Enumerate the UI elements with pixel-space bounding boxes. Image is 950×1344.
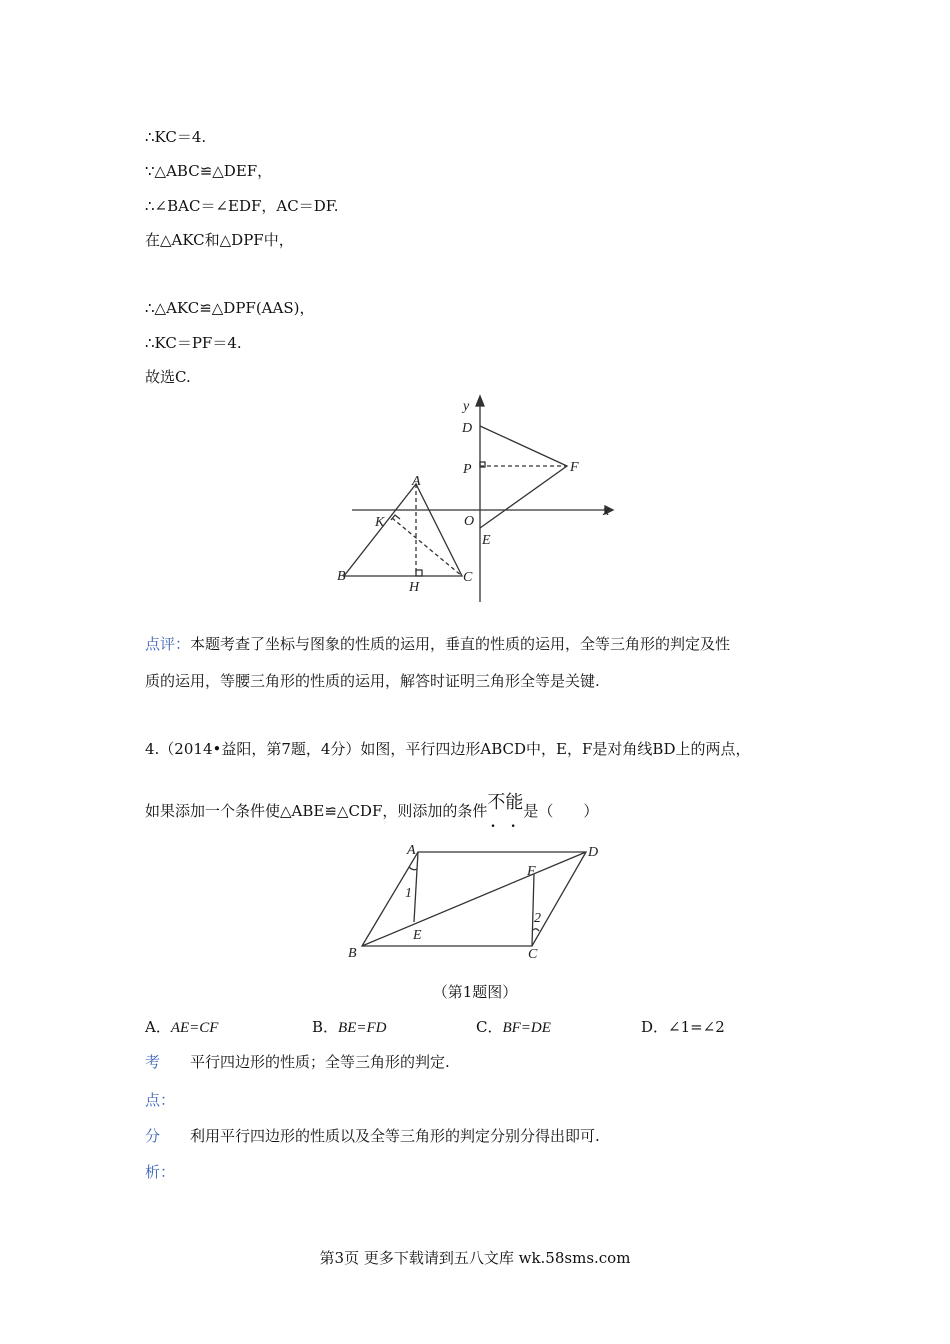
- dian-label: 点：: [145, 1091, 176, 1109]
- question-4-line-2: [145, 792, 599, 821]
- kao-text: 平行四边形的性质；全等三角形的判定.: [190, 1053, 450, 1071]
- proof-line-4: 在△AKC和△DPF中，: [145, 231, 294, 249]
- option-d[interactable]: [641, 1016, 725, 1037]
- parallelogram-figure: [340, 840, 610, 965]
- option-a-text: AE=CF: [170, 1020, 219, 1036]
- option-d-text: ∠1=∠2: [668, 1018, 725, 1036]
- label-1: 1: [405, 886, 412, 901]
- option-c-text: BF=DE: [502, 1020, 551, 1036]
- comment-line-1: [145, 634, 730, 654]
- label-K: K: [375, 515, 385, 530]
- proof-line-5: ∴△AKC≌△DPF(AAS)，: [145, 299, 315, 317]
- xi-label: 析：: [145, 1163, 176, 1181]
- label-B: B: [348, 946, 357, 961]
- label-O: O: [464, 514, 475, 529]
- label-D: D: [462, 421, 473, 436]
- label-A: A: [407, 843, 416, 858]
- fen-text: 利用平行四边形的性质以及全等三角形的判定分别分得出即可.: [190, 1127, 600, 1145]
- fen-label: 分: [145, 1127, 161, 1145]
- label-C: C: [528, 947, 538, 962]
- proof-line-6: ∴KC＝PF＝4.: [145, 334, 242, 352]
- option-a-label: A．: [145, 1018, 171, 1036]
- option-a[interactable]: [145, 1016, 218, 1037]
- label-x: x: [603, 504, 610, 519]
- proof-line-1: ∴KC＝4.: [145, 128, 207, 146]
- label-C: C: [463, 570, 473, 585]
- label-D: D: [588, 845, 599, 860]
- proof-line-7: 故选C.: [145, 368, 191, 386]
- proof-line-2: ∵△ABC≌△DEF，: [145, 162, 273, 180]
- proof-line-3: ∴∠BAC＝∠EDF，AC＝DF.: [145, 197, 339, 215]
- question-4-text-b: 是（ ）: [523, 802, 599, 820]
- label-A: A: [412, 474, 421, 489]
- option-b-label: B．: [312, 1018, 339, 1036]
- comment-label: 点评：: [145, 635, 191, 653]
- emphasis-text: 不能 • •: [487, 793, 523, 813]
- label-P: P: [463, 462, 472, 477]
- label-E: E: [482, 533, 491, 548]
- option-b[interactable]: [312, 1016, 386, 1037]
- option-d-label: D．: [641, 1018, 669, 1036]
- label-F: F: [527, 864, 536, 879]
- coordinate-figure: [330, 392, 620, 607]
- label-y: y: [463, 399, 470, 414]
- question-4-line-1: 4.（2014•益阳，第7题，4分）如图，平行四边形ABCD中，E，F是对角线BD上的两点，: [145, 740, 751, 758]
- comment-text-1: 本题考查了坐标与图象的性质的运用，垂直的性质的运用，全等三角形的判定及性: [190, 635, 731, 653]
- option-c[interactable]: [476, 1016, 551, 1037]
- figure-caption: （第1题图）: [432, 983, 518, 1001]
- option-b-text: BE=FD: [338, 1020, 387, 1036]
- label-E: E: [413, 928, 422, 943]
- label-F: F: [570, 460, 579, 475]
- page-footer: 第3页 更多下载请到五八文库 wk.58sms.com: [319, 1249, 631, 1267]
- option-c-label: C．: [476, 1018, 503, 1036]
- label-H: H: [409, 580, 420, 595]
- kao-label: 考: [145, 1053, 161, 1071]
- comment-line-2: 质的运用，等腰三角形的性质的运用，解答时证明三角形全等是关键.: [145, 672, 600, 690]
- question-4-text-a: 如果添加一个条件使△ABE≌△CDF，则添加的条件: [145, 802, 488, 820]
- label-2: 2: [534, 911, 541, 926]
- label-B: B: [337, 569, 346, 584]
